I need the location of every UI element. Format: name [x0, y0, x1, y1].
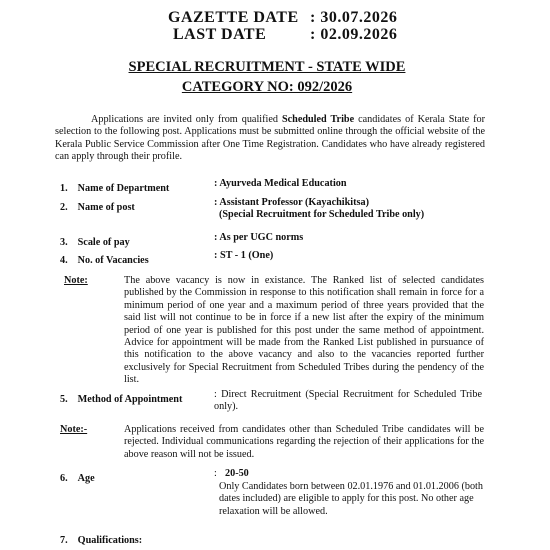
item-vacancies — [60, 250, 149, 268]
gazette-date-line — [168, 9, 397, 27]
category-title: CATEGORY NO: 092/2026 — [181, 79, 353, 95]
item-post-value: : Assistant Professor (Kayachikitsa) — [214, 197, 369, 208]
last-date-line — [173, 26, 397, 44]
item-department — [60, 178, 169, 196]
item-vacancies-value: : ST - 1 (One) — [214, 250, 274, 261]
item-department-value: : Ayurveda Medical Education — [214, 178, 347, 189]
item-post — [60, 197, 135, 215]
item-scale — [60, 232, 130, 250]
intro-paragraph — [55, 114, 485, 164]
item-qualifications — [60, 530, 142, 548]
note-2-label: Note:- — [60, 424, 88, 435]
item-label: Name of post — [77, 202, 135, 213]
age-range: 20-50 — [225, 468, 249, 479]
item-label: Scale of pay — [77, 237, 130, 248]
intro-highlight: Scheduled Tribe — [281, 114, 355, 125]
item-number: 7. — [60, 535, 68, 546]
item-label: Method of Appointment — [77, 394, 183, 405]
last-date-label: LAST DATE — [173, 26, 267, 43]
intro-text-1: Applications are invited only from qualified — [91, 114, 282, 125]
item-number: 1. — [60, 183, 68, 194]
note-1-text: The above vacancy is now in existance. The Ranked list of selected candidates published by the Commission in response to this notification shall remain in force for a minimum period of one year and a maximum period of three years provided that the said list will not continue to be in force if a new list after the expiry of the minimum period of one year is published for this post under the same method of appointment. Advice for appointment will be made from the Ranked List published in pursuance of this notification to the above vacancy and also to the vacancies reported further exclusively for Special Recruitment from Scheduled Tribes during the pendency of the list. — [124, 275, 484, 386]
item-age — [60, 468, 95, 486]
gazette-date-value: : 30.07.2026 — [310, 9, 398, 26]
item-label: Name of Department — [77, 183, 170, 194]
age-colon: : — [214, 468, 217, 479]
item-method — [60, 389, 182, 407]
age-text: Only Candidates born between 02.01.1976 and 01.01.2006 (both dates included) are eligible to apply for this post. No other age relaxation will be allowed. — [219, 481, 483, 517]
item-number: 5. — [60, 394, 68, 405]
note-1-label: Note: — [64, 275, 88, 286]
item-label: No. of Vacancies — [77, 255, 149, 266]
item-number: 3. — [60, 237, 68, 248]
item-number: 2. — [60, 202, 68, 213]
item-number: 6. — [60, 473, 68, 484]
item-label: Age — [77, 473, 95, 484]
item-post-value-2: (Special Recruitment for Scheduled Tribe only) — [219, 209, 425, 220]
item-number: 4. — [60, 255, 68, 266]
gazette-date-label: GAZETTE DATE — [168, 9, 299, 26]
item-method-value: : Direct Recruitment (Special Recruitment for Scheduled Tribe only). — [214, 389, 482, 413]
note-2-text: Applications received from candidates other than Scheduled Tribe candidates will be rejected. Individual communications regarding the rejection of their applications for the above reason will not be issued. — [124, 424, 484, 460]
recruitment-title: SPECIAL RECRUITMENT - STATE WIDE — [128, 59, 406, 75]
item-scale-value: : As per UGC norms — [214, 232, 304, 243]
intro-text-2: candidates of Kerala State for selection to the following post. Applications must be submitted online through the official website of the Kerala Public Service Commission after One Time Registration. Candidates who have already registered can apply through their profile. — [55, 114, 485, 163]
item-label: Qualifications: — [77, 535, 143, 546]
last-date-value: : 02.09.2026 — [310, 26, 398, 43]
